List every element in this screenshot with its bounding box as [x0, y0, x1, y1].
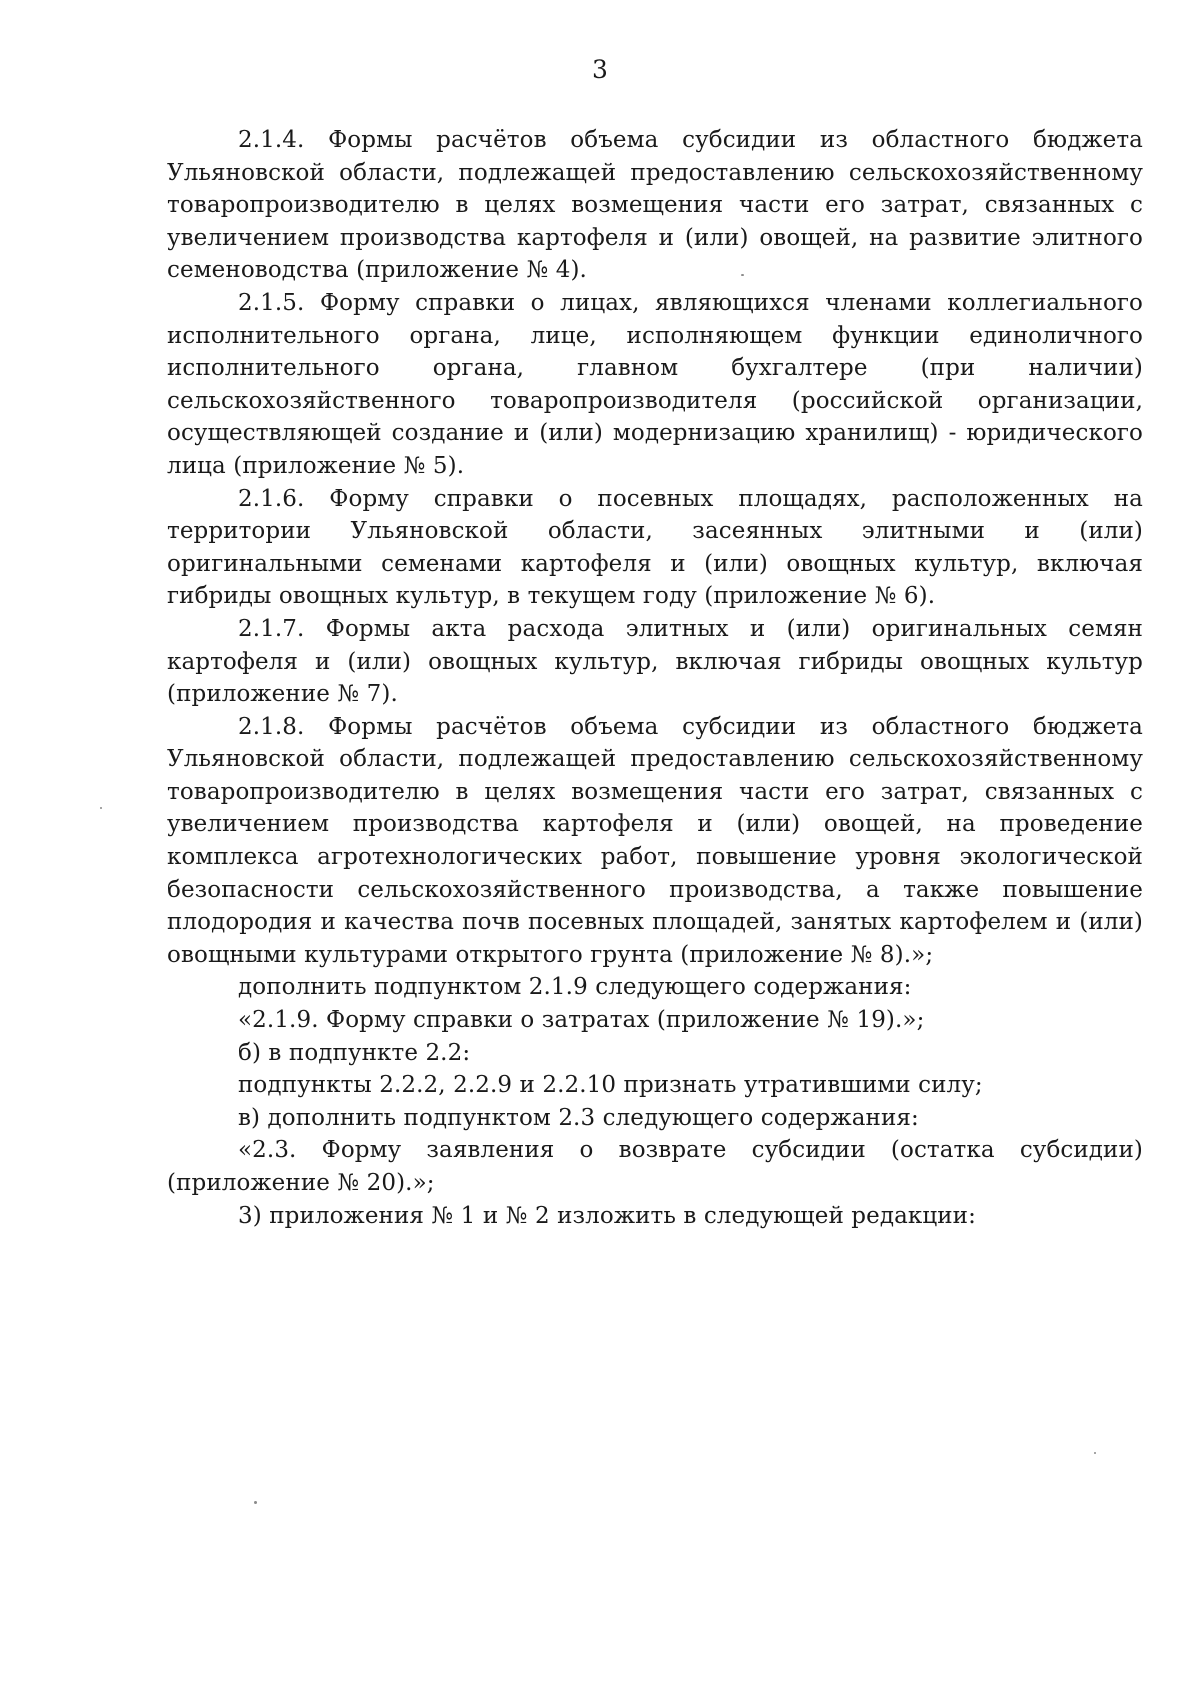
scan-speck: [254, 1501, 257, 1504]
scan-speck: [741, 274, 744, 276]
paragraph-subclause-b: б) в подпункте 2.2:: [238, 1039, 471, 1066]
paragraph-2-1-9: «2.1.9. Форму справки о затратах (приложение № 19).»;: [238, 1007, 925, 1034]
paragraph-2-3: «2.3. Форму заявления о возврате субсидии (остатка субсидии) (приложение № 20).»;: [167, 1137, 1143, 1196]
paragraph-item-3: 3) приложения № 1 и № 2 изложить в следующей редакции:: [238, 1202, 976, 1229]
paragraph-2-1-8: 2.1.8. Формы расчётов объема субсидии из областного бюджета Ульяновской области, подлежащей предоставлению сельскохозяйственному товаропроизводителю в целях возмещения части его затрат, связанных с увеличением производства картофеля и (или) овощей, на проведение комплекса агротехнологических работ, повышение уровня экологической безопасности сельскохозяйственного производства, а также повышение плодородия и качества почв посевных площадей, занятых картофелем и (или) овощными культурами открытого грунта (приложение № 8).»;: [167, 713, 1143, 968]
scan-speck: [100, 807, 102, 809]
paragraph-add-2-1-9: дополнить подпунктом 2.1.9 следующего содержания:: [238, 974, 912, 1001]
paragraph-2-1-5: 2.1.5. Форму справки о лицах, являющихся членами коллегиального исполнительного органа, лице, исполняющем функции единоличного исполнительного органа, главном бухгалтере (при наличии) сельскохозяйственного товаропроизводителя (российской организации, осуществляющей создание и (или) модернизацию хранилищ) - юридического лица (приложение № 5).: [167, 289, 1143, 479]
page-number: 3: [592, 55, 608, 84]
paragraph-2-1-4: 2.1.4. Формы расчётов объема субсидии из областного бюджета Ульяновской области, подлежащей предоставлению сельскохозяйственному товаропроизводителю в целях возмещения части его затрат, связанных с увеличением производства картофеля и (или) овощей, на развитие элитного семеноводства (приложение № 4).: [167, 127, 1143, 284]
paragraph-2-1-6: 2.1.6. Форму справки о посевных площадях, расположенных на территории Ульяновской области, засеянных элитными и (или) оригинальными семенами картофеля и (или) овощных культур, включая гибриды овощных культур, в текущем году (приложение № 6).: [167, 485, 1143, 610]
paragraph-invalidate-2-2: подпункты 2.2.2, 2.2.9 и 2.2.10 признать утратившими силу;: [238, 1072, 983, 1099]
document-body: [167, 124, 1143, 1232]
scan-speck: [1094, 1452, 1096, 1454]
paragraph-2-1-7: 2.1.7. Формы акта расхода элитных и (или) оригинальных семян картофеля и (или) овощных культур, включая гибриды овощных культур (приложение № 7).: [167, 615, 1143, 708]
paragraph-subclause-v: в) дополнить подпунктом 2.3 следующего содержания:: [238, 1104, 919, 1131]
